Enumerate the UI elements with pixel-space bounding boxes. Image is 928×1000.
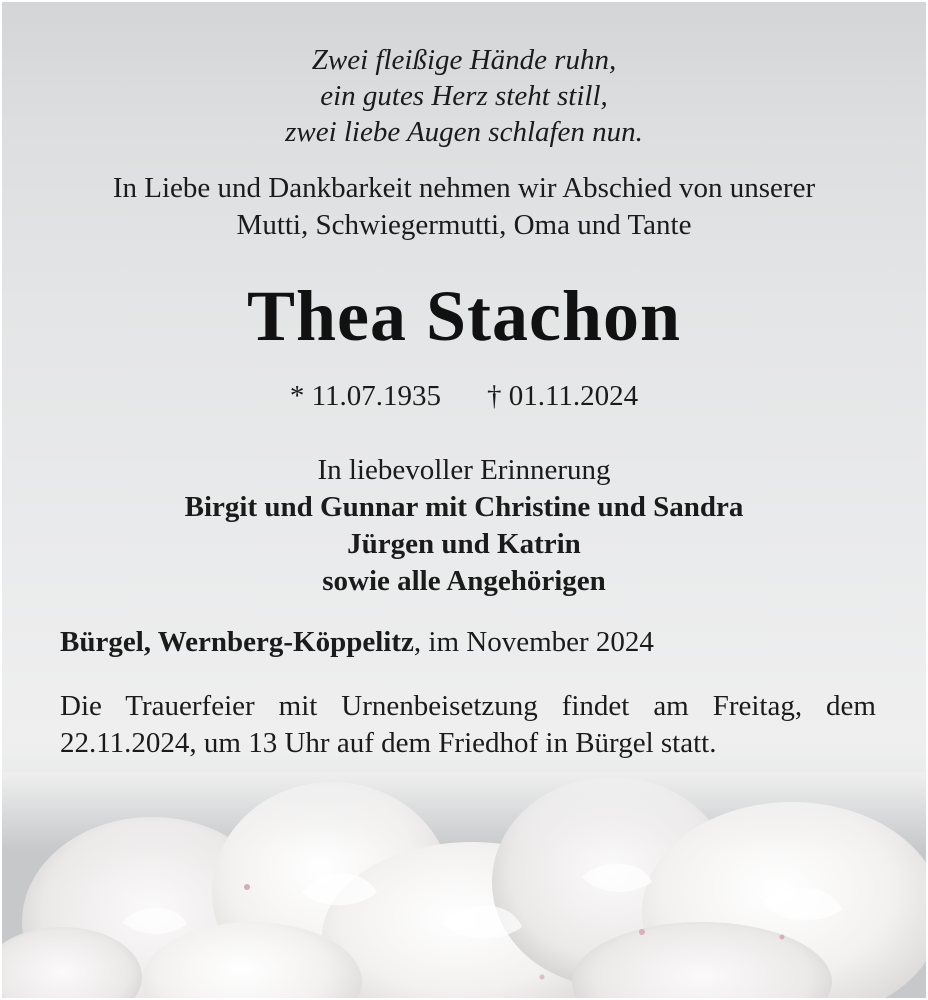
- intro-line: Mutti, Schwiegermutti, Oma und Tante: [236, 209, 692, 241]
- obituary-notice: [2, 2, 926, 998]
- mourner-line: Birgit und Gunnar mit Christine und Sandra: [184, 491, 744, 523]
- poem-line: Zwei fleißige Hände ruhn,: [311, 44, 617, 76]
- mourner-line: Jürgen und Katrin: [347, 528, 581, 560]
- poem-line: ein gutes Herz steht still,: [320, 80, 608, 112]
- locations: Bürgel, Wernberg-Köppelitz: [60, 626, 414, 658]
- farewell-intro: [2, 170, 926, 244]
- place-and-date: [60, 624, 654, 660]
- mourners-heading: In liebevoller Erinnerung: [317, 454, 611, 486]
- white-roses-image: [2, 772, 926, 998]
- notice-date: , im November 2024: [413, 626, 654, 658]
- funeral-service-info: Die Trauerfeier mit Urnenbeisetzung findet am Freitag, dem 22.11.2024, um 13 Uhr auf dem Friedhof in Bürgel statt.: [60, 690, 876, 759]
- poem-verse: [2, 42, 926, 150]
- intro-line: In Liebe und Dankbarkeit nehmen wir Abschied von unserer: [112, 172, 816, 204]
- poem-line: zwei liebe Augen schlafen nun.: [285, 116, 643, 148]
- mourners-list: [2, 452, 926, 600]
- deceased-name: Thea Stachon: [246, 276, 682, 356]
- mourner-line: sowie alle Angehörigen: [322, 565, 606, 597]
- death-date: † 01.11.2024: [487, 380, 639, 412]
- birth-date: * 11.07.1935: [289, 380, 441, 412]
- life-dates: [2, 378, 926, 414]
